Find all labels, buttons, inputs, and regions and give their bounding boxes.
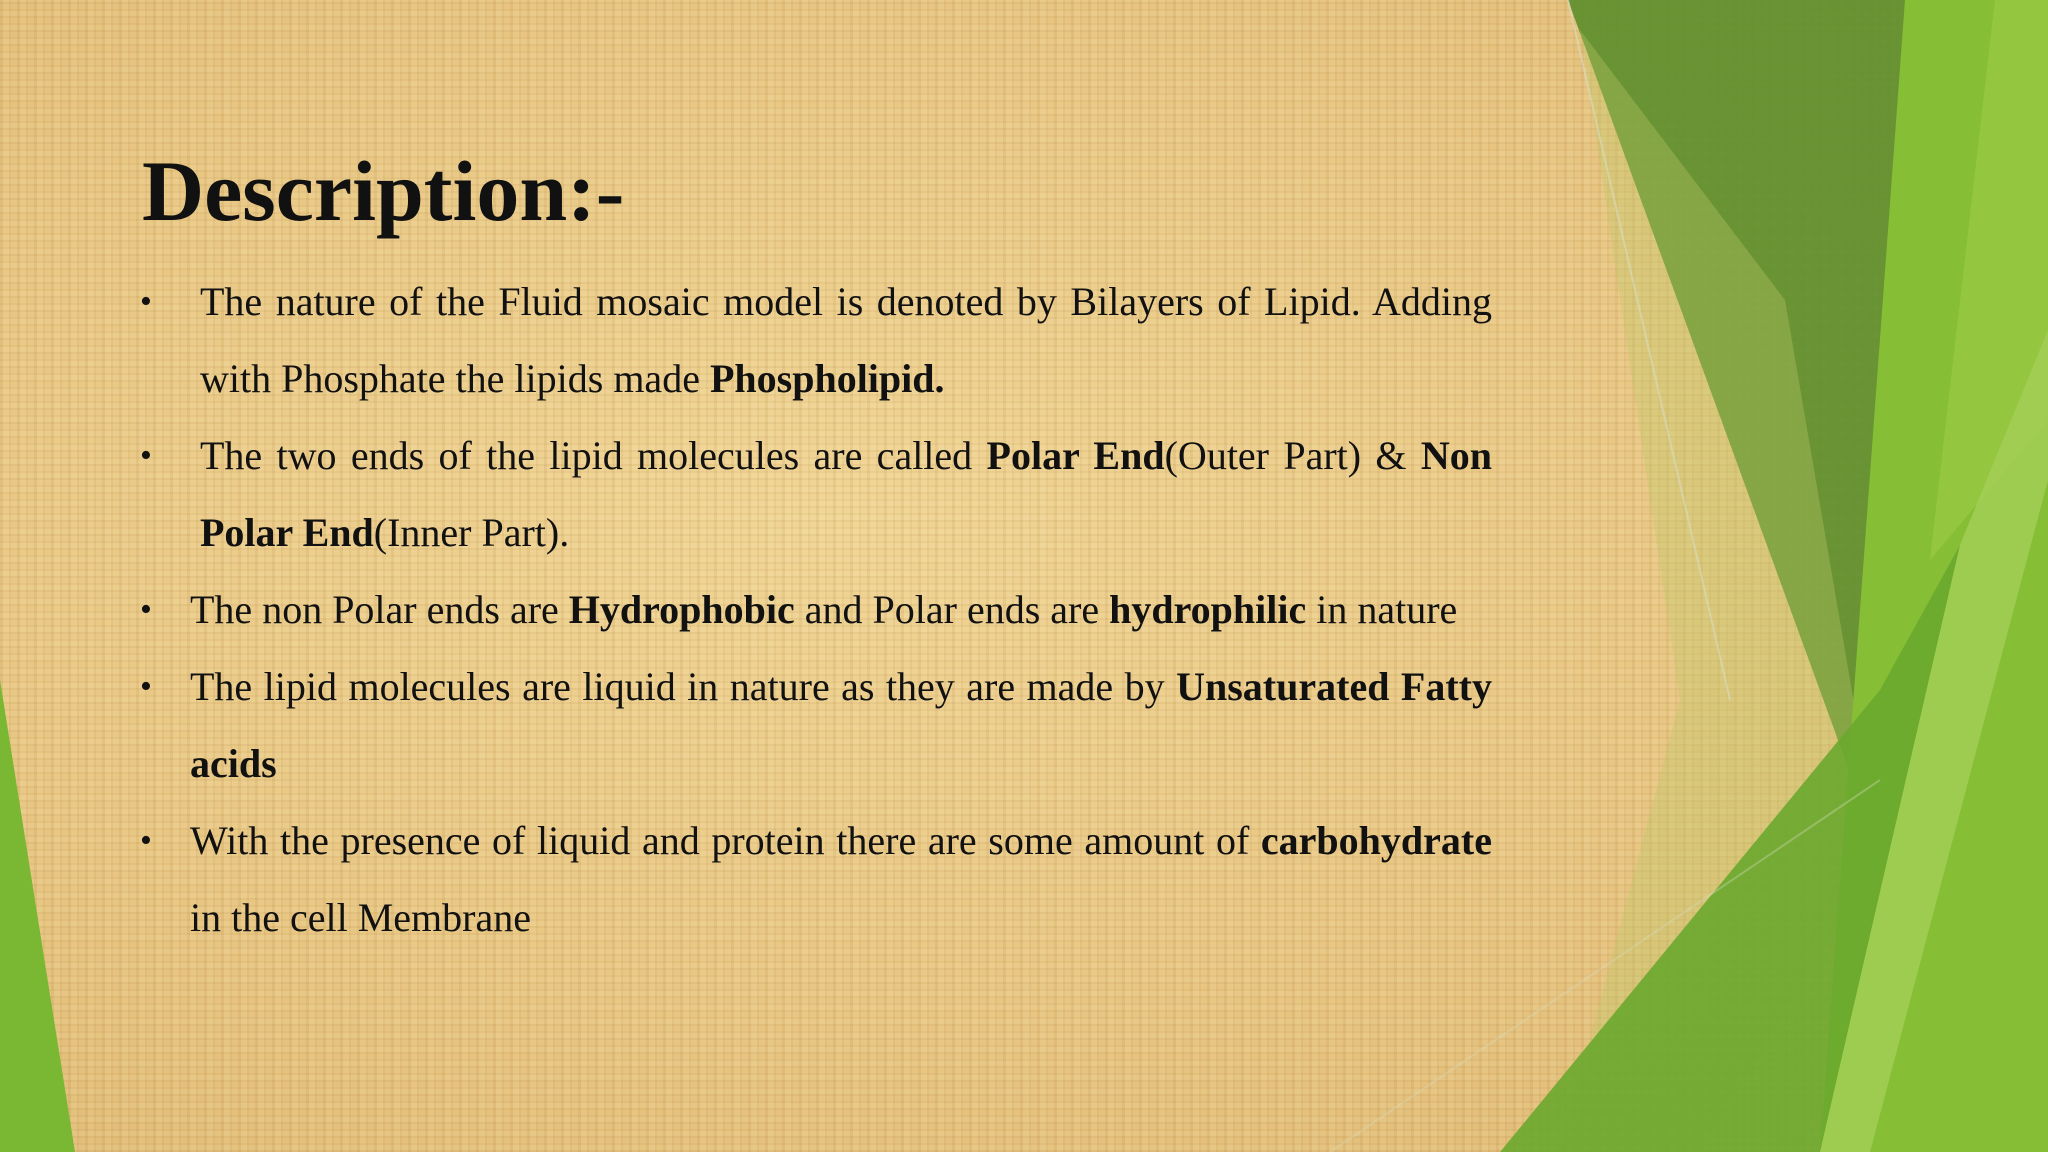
bullet-1-bold: Phospholipid. (709, 356, 945, 401)
bullet-item (140, 571, 1492, 648)
bullet-dot: • (140, 822, 152, 859)
bullet-3-bold-1: Hydrophobic (568, 587, 795, 632)
deco-left-wedge (0, 680, 75, 1152)
bullet-1-text: The nature of the Fluid mosaic model is denoted by Bilayers of Lipid. Adding with Phosphate the lipids made (200, 279, 1492, 401)
bullet-dot: • (140, 668, 152, 705)
bullet-dot: • (140, 283, 152, 320)
bullet-2-bold-1: Polar End (986, 433, 1165, 478)
bullet-dot: • (140, 437, 152, 474)
bullet-list (140, 263, 1492, 956)
bullet-3-text-2: and Polar ends are (794, 587, 1110, 632)
bullet-item (140, 648, 1492, 802)
bullet-dot: • (140, 591, 152, 628)
bullet-2-bold-2: Non Polar End (200, 433, 1493, 555)
bullet-3-bold-2: hydrophilic (1109, 587, 1307, 632)
bullet-2-text-2: (Outer Part) & (1164, 433, 1421, 478)
slide-title: Description:- (142, 143, 625, 239)
bullet-item (140, 802, 1492, 956)
bullet-5-text-1: With the presence of liquid and protein there are some amount of (190, 818, 1261, 863)
bullet-4-text: The lipid molecules are liquid in nature as they are made by (190, 664, 1177, 709)
bullet-2-text-1: The two ends of the lipid molecules are called (200, 433, 987, 478)
bullet-2-text-3: (Inner Part). (373, 510, 570, 555)
bullet-5-text-2: in the cell Membrane (190, 895, 531, 940)
bullet-5-bold: carbohydrate (1260, 818, 1492, 863)
bullet-item (140, 263, 1492, 417)
bullet-3-text-1: The non Polar ends are (190, 587, 569, 632)
bullet-item (140, 417, 1492, 571)
bullet-4-bold: Unsaturated Fatty acids (190, 664, 1492, 786)
bullet-3-text-3: in nature (1306, 587, 1458, 632)
